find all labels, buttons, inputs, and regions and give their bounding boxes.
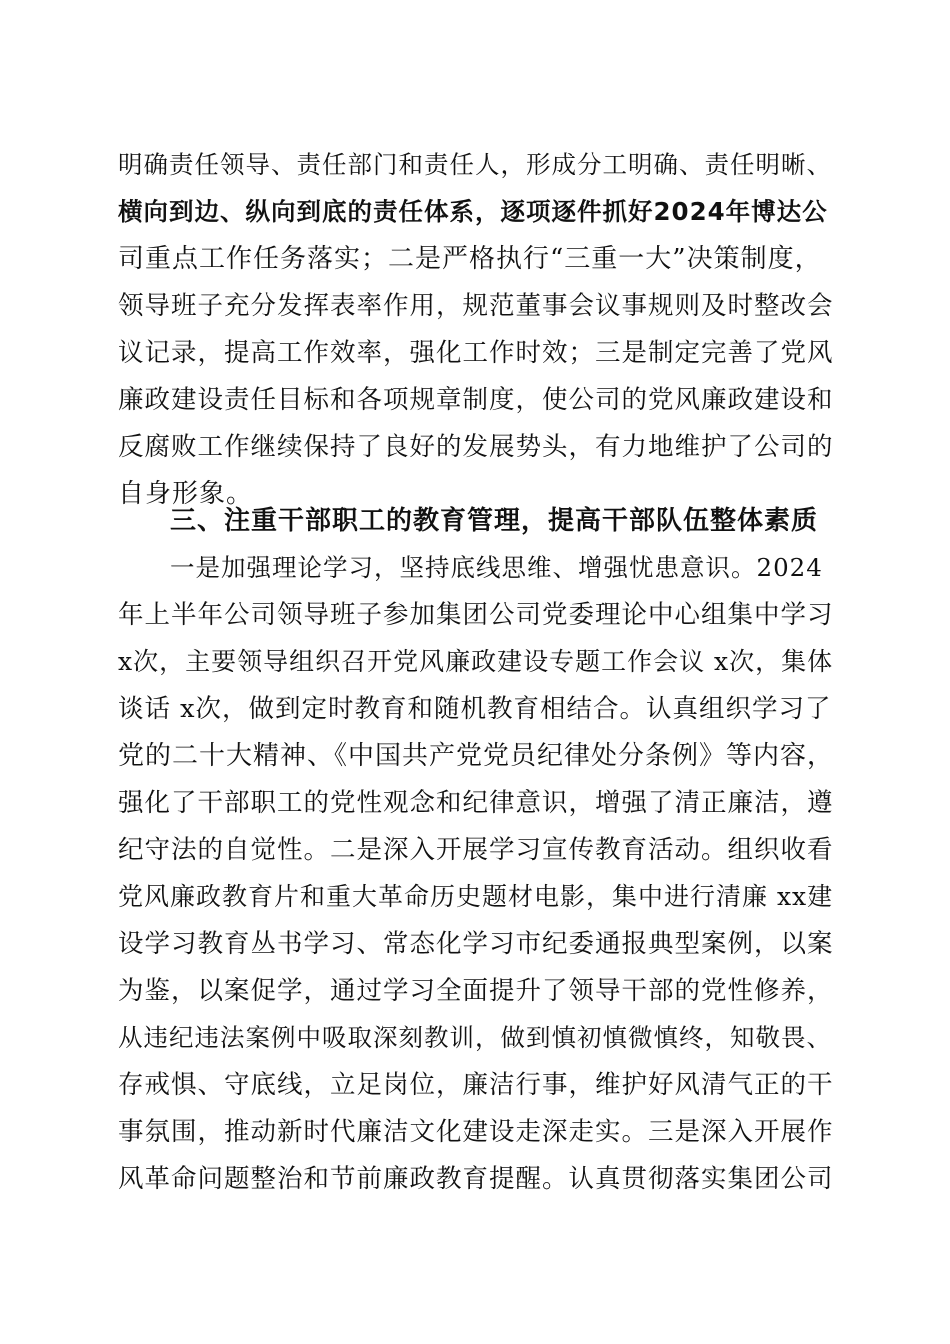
body-text-line: 谈话 x次，做到定时教育和随机教育相结合。认真组织学习了: [118, 694, 832, 724]
body-text-line: 为鉴，以案促学，通过学习全面提升了领导干部的党性修养，: [118, 976, 834, 1006]
body-text-line: 设学习教育丛书学习、常态化学习市纪委通报典型案例，以案: [118, 929, 834, 959]
body-text-line: 强化了干部职工的党性观念和纪律意识，增强了清正廉洁，遵: [118, 788, 834, 818]
body-text-line: 廉政建设责任目标和各项规章制度，使公司的党风廉政建设和: [118, 385, 834, 415]
body-text-line: 横向到边、纵向到底的责任体系，逐项逐件抓好2024年博达公: [118, 197, 828, 226]
body-text-line: x次，主要领导组织召开党风廉政建设专题工作会议 x次，集体: [118, 647, 834, 676]
body-text-line: 司重点工作任务落实；二是严格执行“三重一大”决策制度，: [118, 244, 822, 274]
body-text-line: 事氛围，推动新时代廉洁文化建设走深走实。三是深入开展作: [118, 1117, 834, 1147]
body-text-line: 议记录，提高工作效率，强化工作时效；三是制定完善了党风: [118, 338, 834, 368]
body-text-line: 领导班子充分发挥表率作用，规范董事会议事规则及时整改会: [118, 291, 834, 321]
body-text-line: 党的二十大精神、《中国共产党党员纪律处分条例》等内容，: [118, 741, 835, 771]
body-text-line: 从违纪违法案例中吸取深刻教训，做到慎初慎微慎终，知敬畏、: [118, 1023, 832, 1052]
body-text-line: 风革命问题整治和节前廉政教育提醒。认真贯彻落实集团公司: [118, 1164, 834, 1194]
body-text-line: 存戒惧、守底线，立足岗位，廉洁行事，维护好风清气正的干: [118, 1070, 834, 1100]
body-text-line: 明确责任领导、责任部门和责任人，形成分工明确、责任明晰、: [118, 150, 832, 179]
body-text-line: 党风廉政教育片和重大革命历史题材电影，集中进行清廉 xx建: [118, 882, 834, 911]
body-text-line: 一是加强理论学习，坚持底线思维、增强忧患意识。2024: [170, 553, 823, 582]
body-text-line: 反腐败工作继续保持了良好的发展势头，有力地维护了公司的: [118, 432, 834, 462]
section-heading: 三、注重干部职工的教育管理，提高干部队伍整体素质: [170, 506, 819, 536]
body-text-line: 自身形象。: [118, 479, 254, 509]
body-text-line: 年上半年公司领导班子参加集团公司党委理论中心组集中学习: [118, 600, 834, 630]
body-text-line: 纪守法的自觉性。二是深入开展学习宣传教育活动。组织收看: [118, 835, 834, 865]
